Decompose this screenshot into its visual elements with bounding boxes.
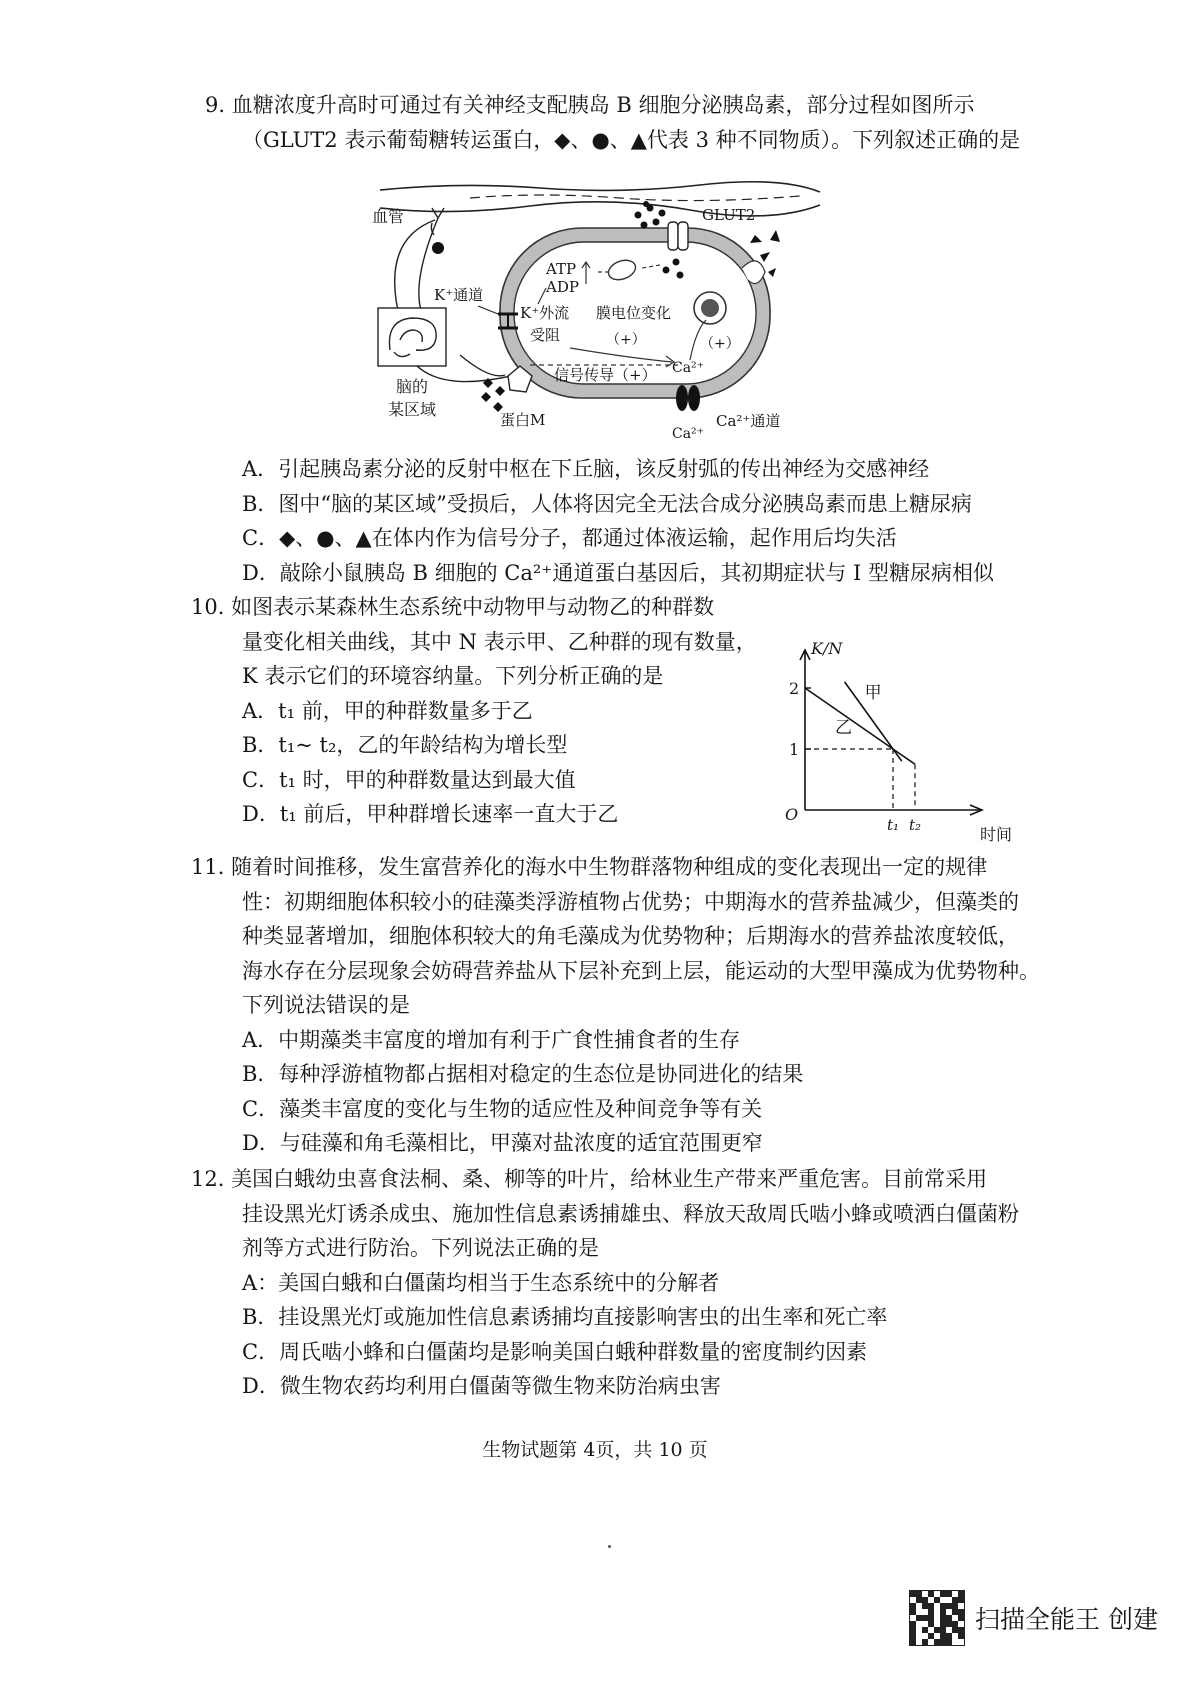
scanner-watermark [909, 1590, 1158, 1646]
q11-stem-line-5: 下列说法错误的是 [242, 993, 410, 1017]
q12-stem-line-2: 挂设黑光灯诱杀成虫、施加性信息素诱捕雄虫、释放天敌周氏啮小蜂或喷洒白僵菌粉 [242, 1201, 1019, 1226]
diamond-molecules [481, 378, 505, 412]
label-k-channel: K⁺通道 [434, 286, 484, 304]
x-axis-label: 时间 [980, 825, 1013, 844]
label-protein-m: 蛋白M [500, 411, 546, 429]
label-ca-channel: Ca²⁺通道 [716, 412, 781, 430]
label-adp: ADP [546, 278, 579, 296]
qr-code-icon [909, 1590, 965, 1646]
q11-stem-line-1: 11. 随着时间推移，发生富营养化的海水中生物群落物种组成的变化表现出一定的规律 [191, 855, 988, 879]
q11-stem-line-2: 性：初期细胞体积较小的硅藻类浮游植物占优势；中期海水的营养盐减少，但藻类的 [242, 889, 1019, 914]
q9-figure [360, 180, 860, 455]
y-tick-label-1: 1 [789, 740, 800, 759]
q11-stem-line-4: 海水存在分层现象会妨碍营养盐从下层补充到上层，能运动的大型甲藻成为优势物种。 [242, 958, 1040, 983]
watermark-text: 扫描全能王 创建 [975, 1605, 1158, 1634]
question-10 [191, 590, 757, 832]
scan-dot [608, 1545, 611, 1548]
q10-stem-line-1: 10. 如图表示某森林生态系统中动物甲与动物乙的种群数 [191, 595, 715, 619]
q11-option-a: A．中期藻类丰富度的增加有利于广食性捕食者的生存 [242, 1027, 741, 1052]
q10-stem-line-3: K 表示它们的环境容纳量。下列分析正确的是 [242, 664, 664, 688]
q9-option-b: B．图中“脑的某区域”受损后，人体将因完全无法合成分泌胰岛素而患上糖尿病 [242, 491, 972, 516]
label-brain-1: 脑的 [396, 377, 429, 396]
question-11 [191, 850, 1040, 1161]
series-line-2 [805, 688, 915, 764]
label-glut2: GLUT2 [702, 206, 756, 224]
granule-core [701, 299, 719, 317]
series-label-2: 乙 [835, 718, 852, 738]
q12-option-b: B．挂设黑光灯或施加性信息素诱捕均直接影响害虫的出生率和死亡率 [242, 1305, 888, 1329]
question-12 [191, 1162, 1019, 1404]
q12-option-c: C．周氏啮小蜂和白僵菌均是影响美国白蛾种群数量的密度制约因素 [242, 1339, 868, 1364]
label-atp: ATP [546, 260, 577, 278]
label-ca-in: Ca²⁺ [672, 360, 705, 376]
label-ca-out: Ca²⁺ [672, 426, 705, 442]
series-label-1: 甲 [864, 682, 882, 703]
label-membrane-change: 膜电位变化 [596, 304, 672, 322]
q12-stem-line-1: 12. 美国白蛾幼虫喜食法桐、桑、柳等的叶片，给林业生产带来严重危害。目前常采用 [191, 1167, 988, 1191]
q11-option-c: C．藻类丰富度的变化与生物的适应性及种间竞争等有关 [242, 1096, 763, 1121]
q9-option-a: A．引起胰岛素分泌的反射中枢在下丘脑，该反射弧的传出神经为交感神经 [242, 457, 930, 481]
q10-option-c: C．t₁ 时，甲的种群数量达到最大值 [242, 767, 576, 792]
q11-stem-line-3: 种类显著增加，细胞体积较大的角毛藻成为优势物种；后期海水的营养盐浓度较低， [242, 924, 1019, 948]
q10-stem-line-2: 量变化相关曲线，其中 N 表示甲、乙种群的现有数量， [242, 629, 757, 654]
y-axis-label: K/N [811, 640, 843, 658]
vessel-receptor-dot [432, 242, 444, 254]
q10-option-d: D．t₁ 前后，甲种群增长速率一直大于乙 [242, 802, 619, 826]
label-plus-1: （+） [606, 332, 646, 348]
q9-option-c: C．◆、●、▲在体内作为信号分子，都通过体液运输，起作用后均失活 [242, 526, 897, 550]
q10-chart [775, 640, 1035, 860]
label-k-efflux-1: K⁺外流 [520, 304, 570, 322]
x-tick-label-2: t₂ [909, 816, 922, 834]
q12-stem-line-3: 剂等方式进行防治。下列说法正确的是 [242, 1236, 599, 1260]
label-vessel: 血管 [372, 207, 405, 226]
q9-option-d: D．敲除小鼠胰岛 B 细胞的 Ca²⁺通道蛋白基因后，其初期症状与 I 型糖尿病相似 [242, 560, 995, 585]
origin-label: O [785, 805, 799, 824]
label-k-efflux-2: 受阻 [530, 326, 561, 344]
q10-option-a: A．t₁ 前，甲的种群数量多于乙 [242, 698, 533, 723]
q12-option-a: A：美国白蛾和白僵菌均相当于生态系统中的分解者 [242, 1270, 720, 1295]
q11-option-b: B．每种浮游植物都占据相对稳定的生态位是协同进化的结果 [242, 1062, 804, 1086]
label-brain-2: 某区域 [388, 400, 437, 419]
y-tick-label-2: 2 [789, 679, 800, 698]
q9-stem-line-1: 9. 血糖浓度升高时可通过有关神经支配胰岛 B 细胞分泌胰岛素，部分过程如图所示 [205, 93, 975, 117]
x-tick-label-1: t₁ [887, 816, 900, 834]
glut2-transporter [668, 222, 688, 250]
question-9 [205, 88, 1020, 157]
page-footer: 生物试题第 4页，共 10 页 [482, 1439, 708, 1461]
k-channel-pointer [478, 306, 498, 314]
q9-stem-line-2: （GLUT2 表示葡萄糖转运蛋白，◆、●、▲代表 3 种不同物质）。下列叙述正确的是 [242, 127, 1021, 152]
label-signal: 信号传导（+） [554, 366, 657, 384]
q10-option-b: B．t₁~ t₂，乙的年龄结构为增长型 [242, 733, 568, 757]
q11-option-d: D．与硅藻和角毛藻相比，甲藻对盐浓度的适宜范围更窄 [242, 1131, 763, 1155]
q12-option-d: D．微生物农药均利用白僵菌等微生物来防治病虫害 [242, 1374, 721, 1398]
q9-options [205, 452, 994, 590]
label-plus-2: （+） [700, 336, 740, 352]
